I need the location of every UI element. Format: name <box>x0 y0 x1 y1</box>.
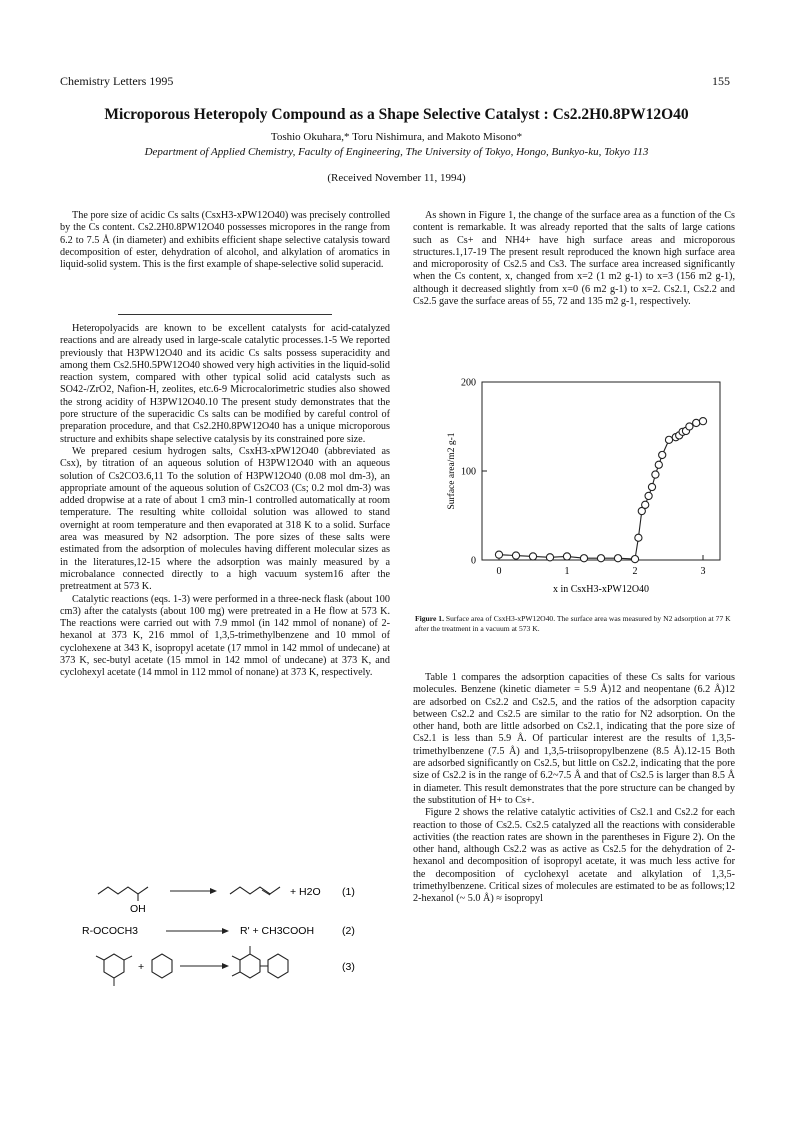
right-column-bottom <box>413 672 735 906</box>
eq2-number: (2) <box>342 925 355 937</box>
paragraph-table-1: Table 1 compares the adsorption capacities of these Cs salts for various molecules. Benzene (kinetic diameter = 5.9 Å)12 and neopentane (6.2 Å)12 are adsorbed on Cs2.2 and Cs2.5, and the ratios of the adsorption capacity between Cs2.2 and Cs2.5 are similar to the ratio for N2 adsorption. On the other hand, both are little adsorbed on Cs2.1, indicating that the pore size of Cs2.1 is less than 5.9 Å. Of particular interest are the results of 1,3,5-trimethylbenzene (7.5 Å) and 1,3,5-triisopropylbenzene (8.5 Å).12-15 Both are adsorbed significantly on Cs2.5, but little on Cs2.2, indicating that the pore size of Cs2.2 is in the range of 6.2~7.5 Å and that of Cs2.5 is larger than 8.5 Å in diameter. This result demonstrates that the pore structure can be changed by the substitution of H+ to Cs+. <box>413 672 735 806</box>
data-point <box>597 555 604 562</box>
figure-1-caption-text: Surface area of CsxH3-xPW12O40. The surface area was measured by N2 adsorption at 77 K after the treatment in a vacuum at 573 K. <box>415 614 731 633</box>
eq1-product: + H2O <box>290 886 321 898</box>
x-tick-label: 0 <box>496 566 502 577</box>
eq3-number: (3) <box>342 961 355 973</box>
data-point <box>614 555 621 562</box>
data-point <box>642 501 649 508</box>
eq1-number: (1) <box>342 886 355 898</box>
x-tick-label: 3 <box>700 566 706 577</box>
y-tick-label: 100 <box>461 466 476 478</box>
data-point <box>546 554 553 561</box>
eq3-plus: + <box>138 961 145 973</box>
right-column-top <box>413 210 735 308</box>
arrow-2-head <box>222 928 229 934</box>
hydroxyl-label: OH <box>130 903 146 915</box>
abstract-divider <box>118 314 332 315</box>
article-title: Microporous Heteropoly Compound as a Shape Selective Catalyst : Cs2.2H0.8PW12O40 <box>104 106 689 123</box>
data-point <box>512 552 519 559</box>
y-axis-label: Surface area/m2 g-1 <box>447 432 457 510</box>
hexene-skeleton <box>230 887 280 894</box>
eq2-product: R' + CH3COOH <box>240 925 315 937</box>
received-date: (Received November 11, 1994) <box>327 172 466 184</box>
data-point <box>665 436 672 443</box>
data-point <box>699 418 706 425</box>
figure-1-chart <box>420 370 740 600</box>
paragraph-preparation: We prepared cesium hydrogen salts, CsxH3-xPW12O40 (abbreviated as Csx), by titration of an aqueous solution of H3PW12O40 with an aqueous solution of Cs2CO3.6,11 To the solution of H3PW12O40 (0.08 mol dm-3), an appropriate amount of the aqueous solution of Cs2CO3 (Cs; 0.2 mol dm-3) was added dropwise at a rate of about 1 cm3 min-1 controlled automatically at room temperature. The resulting white colloidal solution was allowed to stand overnight at room temperature and then evaporated at 318 K to a solid. Surface area was measured by N2 adsorption. The pore sizes of these salts were estimated from the adsorption of molecules having different molecular sizes as in the literatures,12-15 where the adsorption was mainly measured by a microbalance connected directly to a high vacuum system16 after the pretreatment at 573 K. <box>60 445 390 593</box>
alkylated-product-structure <box>232 946 288 978</box>
data-point <box>495 551 502 558</box>
data-point <box>529 553 536 560</box>
journal-name: Chemistry Letters 1995 <box>60 74 174 88</box>
abstract: The pore size of acidic Cs salts (CsxH3-xPW12O40) was precisely controlled by the Cs content. Cs2.2H0.8PW12O40 possesses micropores in the range from 6.2 to 7.5 Å (in diameter) and exhibits efficient shape selective catalysis toward decomposition of ester, dehydration of alcohol, and alkylation of aromatics in liquid-solid system. This is the first example of shape-selective solid superacid. <box>60 210 390 271</box>
figure-1-label: Figure 1. <box>415 614 444 623</box>
data-point <box>580 555 587 562</box>
figure-1-caption <box>415 614 735 634</box>
paragraph-reactions: Catalytic reactions (eqs. 1-3) were performed in a three-neck flask (about 100 cm3) after the catalysts (about 100 mg) were pretreated in a He flow at 573 K. The reactions were carried out with 7.9 mmol (in 142 mmol of nonane) of 2-hexanol at 373 K, 216 mmol of 1,3,5-trimethylbenzene and 10 mmol of cyclohexene at 343 K, isopropyl acetate (17 mmol in 142 mmol of undecane) at 373 K, sec-butyl acetate (15 mmol in 142 mmol of undecane) at 373 K, and cyclohexyl acetate (14 mmol in 112 mmol of nonane) at 373 K, respectively. <box>60 593 390 679</box>
y-tick-label: 0 <box>471 555 476 567</box>
data-point <box>659 451 666 458</box>
reaction-scheme <box>82 876 382 986</box>
data-point <box>652 471 659 478</box>
data-point <box>686 423 693 430</box>
plot-frame <box>482 382 720 560</box>
x-axis-label: x in CsxH3-xPW12O40 <box>552 584 650 595</box>
data-point <box>655 461 662 468</box>
cyclohexene-structure <box>152 954 172 978</box>
affiliation: Department of Applied Chemistry, Faculty of Engineering, The University of Tokyo, Hongo, Bunkyo-ku, Tokyo 113 <box>144 146 649 158</box>
arrow-1-head <box>210 888 217 894</box>
data-point <box>693 419 700 426</box>
data-point <box>563 553 570 560</box>
eq2-reactant: R-OCOCH3 <box>82 925 139 937</box>
paragraph-surface-area: As shown in Figure 1, the change of the surface area as a function of the Cs content is remarkable. It was already reported that the salts of large cations such as Cs+ and NH4+ have high surface areas and microporous structures.1,17-19 The present result reproduced the known high surface area and microporosity of Cs2.5 and Cs3. The surface area increased significantly when the Cs content, x, changed from x=2 (1 m2 g-1) to x=3 (156 m2 g-1), although it decreased slightly from x=0 (6 m2 g-1) to x=2. Cs2.1, Cs2.2 and Cs2.5 gave the surface areas of 55, 72 and 135 m2 g-1, respectively. <box>413 210 735 308</box>
trimethylbenzene-structure <box>96 954 132 986</box>
authors: Toshio Okuhara,* Toru Nishimura, and Makoto Misono* <box>270 131 523 143</box>
data-point <box>648 483 655 490</box>
paragraph-figure-2: Figure 2 shows the relative catalytic activities of Cs2.1 and Cs2.2 for each reaction to those of Cs2.5. Cs2.5 catalyzed all the reactions with considerable activities (the reaction rates are shown in the parentheses in Figure 2). On the other hand, although Cs2.2 was as active as Cs2.5 for the dehydration of 2-hexanol and decomposition of isopropyl acetate, it was much less active for the decomposition of cyclohexyl acetate and alkylation of 1,3,5-trimethylbenzene. Critical sizes of molecules are estimated to be as follows;12 2-hexanol (~ 5.0 Å) ≈ isopropyl <box>413 807 735 905</box>
x-tick-label: 2 <box>632 566 638 577</box>
y-tick-label: 200 <box>461 377 476 389</box>
x-tick-label: 1 <box>564 566 570 577</box>
left-column <box>60 323 390 680</box>
paragraph-intro: Heteropolyacids are known to be excellent catalysts for acid-catalyzed reactions and are already used in large-scale catalytic processes.1-5 We reported previously that H3PW12O40 and its acidic Cs salts possess superacidity and among them Cs2.5H0.5PW12O40 showed very high activities in the liquid-solid reaction system, compared with other typical solid acid catalysts such as SO42-/ZrO2, Nafion-H, zeolites, etc.6-9 Microcalorimetric studies also showed the strong acidity of H3PW12O40.10 The present study demonstrates that the pore structure of the superacidic Cs salts can be modified by careful control of preparation procedure, and that Cs2.2H0.8PW12O40 has a unique microporous structure and exhibits shape selective catalysis by its constrained pore size. <box>60 323 390 445</box>
hexanol-skeleton <box>98 887 148 894</box>
data-point <box>631 556 638 563</box>
abstract-block <box>60 210 390 271</box>
data-point <box>645 492 652 499</box>
arrow-3-head <box>222 963 229 969</box>
data-point <box>635 534 642 541</box>
page-number: 155 <box>712 74 730 88</box>
